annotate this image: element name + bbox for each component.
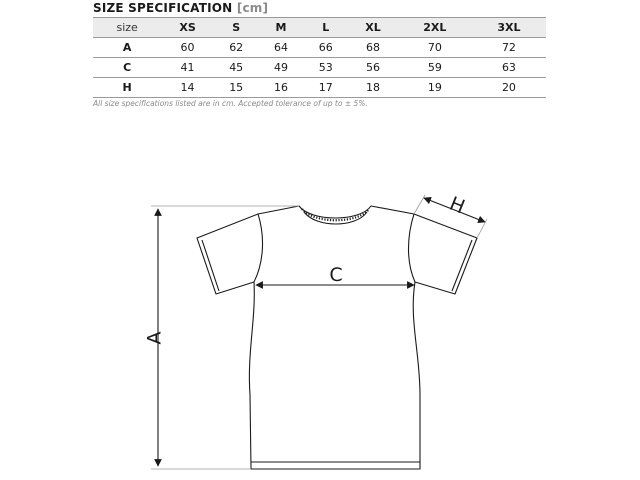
table-cell: 68 [348, 38, 398, 58]
table-cell: 49 [259, 58, 304, 78]
right-armhole-seam [409, 214, 416, 282]
measure-c-label: C [329, 264, 343, 286]
table-cell: 60 [161, 38, 214, 58]
left-armhole-seam [254, 214, 263, 282]
right-sleeve-hem [452, 240, 472, 291]
table-cell: 20 [472, 78, 546, 98]
size-corner-label: size [93, 18, 161, 38]
row-label: C [93, 58, 161, 78]
table-cell: 66 [303, 38, 348, 58]
table-cell: 53 [303, 58, 348, 78]
size-header-m: M [259, 18, 304, 38]
table-cell: 16 [259, 78, 304, 98]
measure-c [256, 264, 414, 286]
row-label: A [93, 38, 161, 58]
size-header-2xl: 2XL [398, 18, 472, 38]
table-cell: 64 [259, 38, 304, 58]
table-cell: 59 [398, 58, 472, 78]
size-header-3xl: 3XL [472, 18, 546, 38]
left-sleeve-hem [202, 240, 219, 291]
table-cell: 70 [398, 38, 472, 58]
table-cell: 63 [472, 58, 546, 78]
title-main: SIZE SPECIFICATION [93, 1, 233, 15]
table-cell: 17 [303, 78, 348, 98]
tshirt-body-outline [197, 206, 477, 469]
size-header-l: L [303, 18, 348, 38]
measure-a [144, 206, 300, 469]
size-header-xs: XS [161, 18, 214, 38]
tshirt-outline [197, 206, 477, 469]
size-header-xl: XL [348, 18, 398, 38]
table-cell: 62 [214, 38, 259, 58]
table-cell: 15 [214, 78, 259, 98]
title-unit: [cm] [236, 1, 269, 15]
table-cell: 56 [348, 58, 398, 78]
table-cell: 18 [348, 78, 398, 98]
size-header-s: S [214, 18, 259, 38]
measure-h-end-guide [477, 219, 487, 238]
row-label: H [93, 78, 161, 98]
measure-h [414, 193, 487, 238]
table-cell: 45 [214, 58, 259, 78]
table-cell: 72 [472, 38, 546, 58]
table-cell: 14 [161, 78, 214, 98]
table-cell: 19 [398, 78, 472, 98]
table-cell: 41 [161, 58, 214, 78]
measure-h-start-guide [414, 195, 425, 214]
tolerance-note: All size specifications listed are in cm. Accepted tolerance of up to ± 5%. [93, 99, 368, 108]
measure-h-label: H [446, 192, 468, 219]
measure-a-label: A [143, 331, 166, 345]
